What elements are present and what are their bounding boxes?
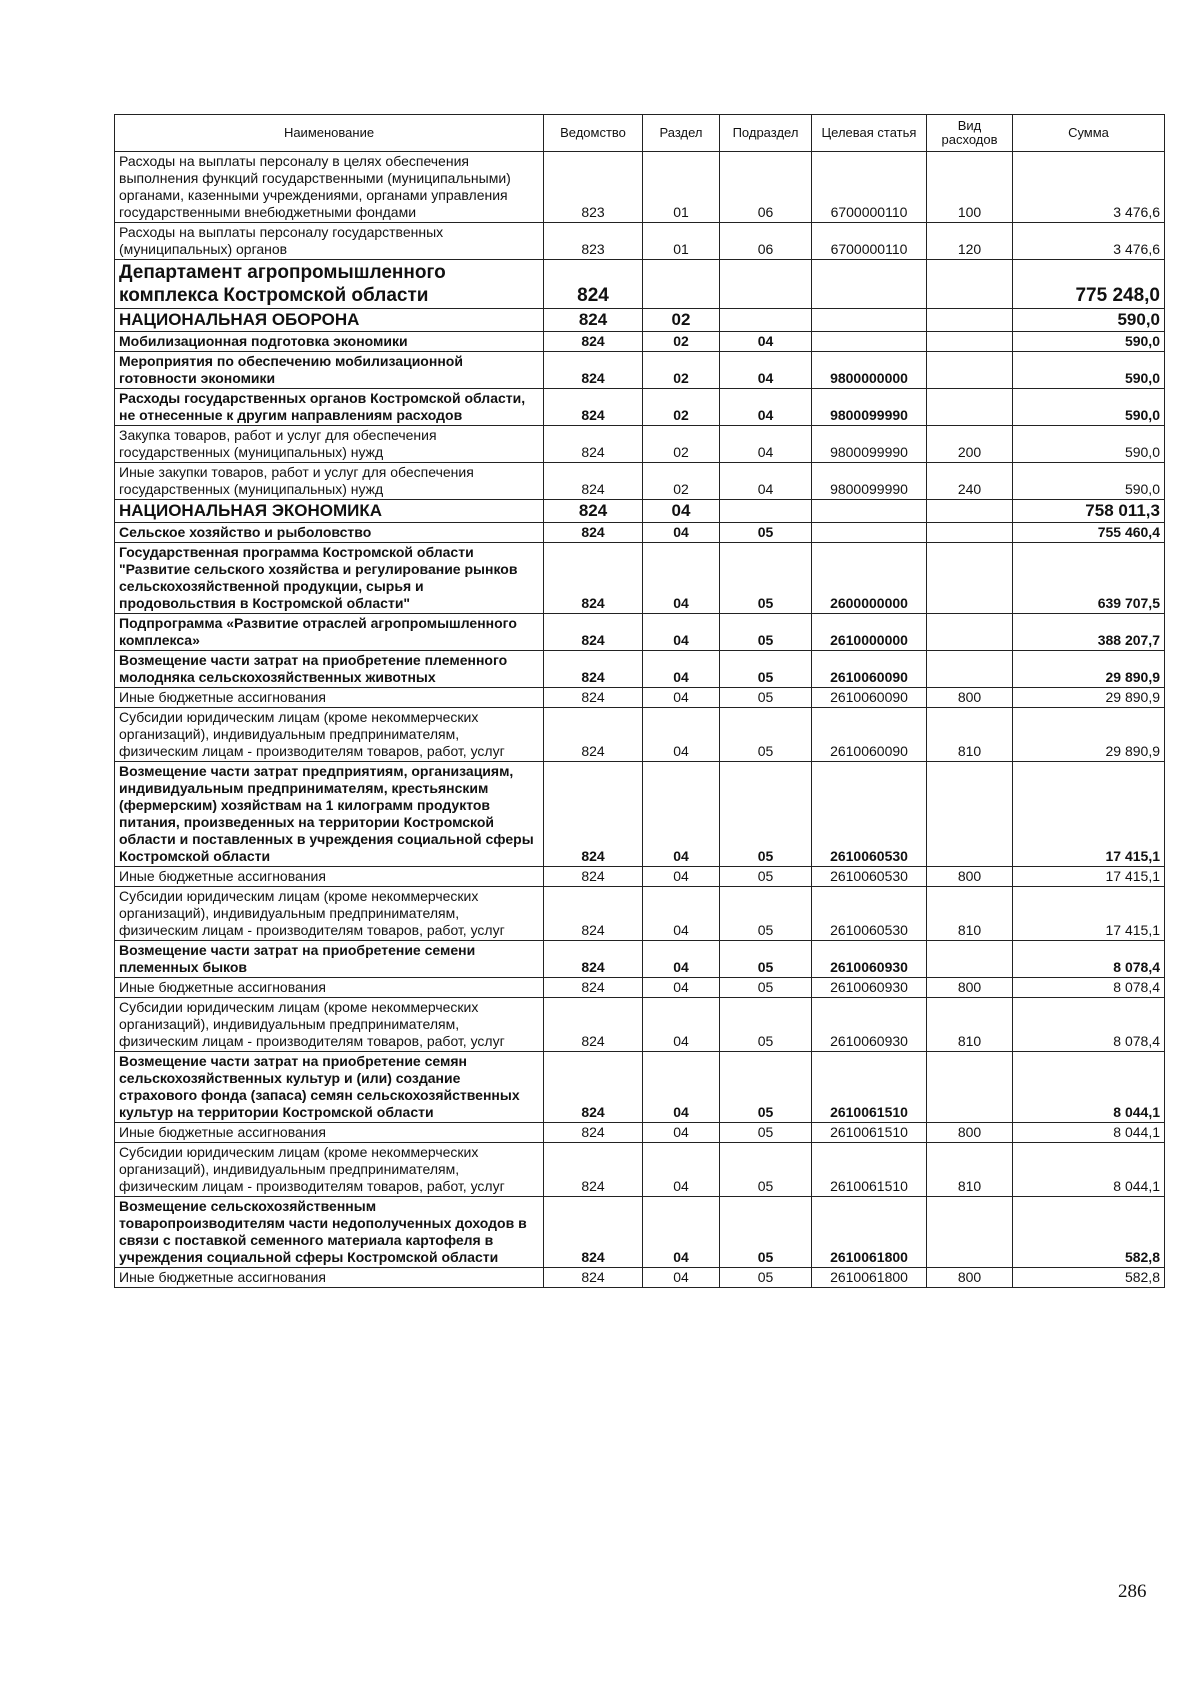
- cell-target-article: 2610060930: [812, 941, 927, 978]
- table-row: [115, 1197, 1165, 1268]
- cell-name: Подпрограмма «Развитие отраслей агропромышленного комплекса»: [115, 614, 544, 651]
- cell-expense-type: [927, 762, 1013, 867]
- cell-vedomstvo: 824: [544, 500, 643, 523]
- table-row: [115, 867, 1165, 887]
- cell-podrazdel: 05: [720, 614, 812, 651]
- cell-razdel: 02: [643, 463, 720, 500]
- cell-target-article: 2610061800: [812, 1268, 927, 1288]
- cell-sum: 755 460,4: [1013, 523, 1165, 543]
- cell-name: Иные бюджетные ассигнования: [115, 978, 544, 998]
- table-row: [115, 887, 1165, 941]
- cell-sum: 29 890,9: [1013, 688, 1165, 708]
- cell-vedomstvo: 824: [544, 1143, 643, 1197]
- cell-razdel: 04: [643, 1143, 720, 1197]
- cell-expense-type: 240: [927, 463, 1013, 500]
- cell-sum: 8 044,1: [1013, 1123, 1165, 1143]
- cell-target-article: [812, 309, 927, 332]
- cell-podrazdel: 06: [720, 152, 812, 223]
- cell-target-article: 2610060930: [812, 978, 927, 998]
- cell-podrazdel: 05: [720, 867, 812, 887]
- table-row: [115, 352, 1165, 389]
- cell-name: Иные бюджетные ассигнования: [115, 688, 544, 708]
- cell-expense-type: [927, 389, 1013, 426]
- cell-vedomstvo: 824: [544, 1123, 643, 1143]
- cell-razdel: 01: [643, 223, 720, 260]
- cell-sum: 758 011,3: [1013, 500, 1165, 523]
- header-name: Наименование: [115, 115, 544, 152]
- cell-sum: 29 890,9: [1013, 651, 1165, 688]
- header-podrazdel: Подраздел: [720, 115, 812, 152]
- header-target-article: Целевая статья: [812, 115, 927, 152]
- cell-expense-type: [927, 1197, 1013, 1268]
- cell-vedomstvo: 824: [544, 1197, 643, 1268]
- table-row: [115, 978, 1165, 998]
- cell-podrazdel: [720, 260, 812, 309]
- cell-podrazdel: 04: [720, 332, 812, 352]
- cell-expense-type: 800: [927, 1268, 1013, 1288]
- cell-name: НАЦИОНАЛЬНАЯ ОБОРОНА: [115, 309, 544, 332]
- cell-podrazdel: 05: [720, 688, 812, 708]
- cell-name: НАЦИОНАЛЬНАЯ ЭКОНОМИКА: [115, 500, 544, 523]
- cell-podrazdel: 05: [720, 1143, 812, 1197]
- cell-target-article: 2600000000: [812, 543, 927, 614]
- cell-vedomstvo: 824: [544, 614, 643, 651]
- cell-podrazdel: 05: [720, 978, 812, 998]
- cell-name: Расходы на выплаты персоналу государственных (муниципальных) органов: [115, 223, 544, 260]
- cell-vedomstvo: 824: [544, 389, 643, 426]
- cell-expense-type: [927, 651, 1013, 688]
- table-body: [115, 152, 1165, 1288]
- cell-name: Иные бюджетные ассигнования: [115, 867, 544, 887]
- cell-name: Мероприятия по обеспечению мобилизационной готовности экономики: [115, 352, 544, 389]
- cell-sum: 17 415,1: [1013, 762, 1165, 867]
- table-row: [115, 426, 1165, 463]
- cell-target-article: 9800099990: [812, 389, 927, 426]
- cell-razdel: 02: [643, 352, 720, 389]
- cell-razdel: 04: [643, 500, 720, 523]
- cell-podrazdel: 05: [720, 1052, 812, 1123]
- cell-name: Возмещение части затрат на приобретение семени племенных быков: [115, 941, 544, 978]
- budget-sheet: [114, 114, 1164, 1288]
- cell-target-article: 2610060530: [812, 762, 927, 867]
- cell-razdel: 02: [643, 389, 720, 426]
- cell-vedomstvo: 823: [544, 223, 643, 260]
- cell-expense-type: [927, 941, 1013, 978]
- cell-expense-type: [927, 614, 1013, 651]
- cell-vedomstvo: 824: [544, 463, 643, 500]
- table-row: [115, 688, 1165, 708]
- cell-expense-type: [927, 1052, 1013, 1123]
- cell-sum: 590,0: [1013, 389, 1165, 426]
- cell-sum: 29 890,9: [1013, 708, 1165, 762]
- cell-sum: 8 078,4: [1013, 998, 1165, 1052]
- cell-razdel: 04: [643, 543, 720, 614]
- cell-vedomstvo: 824: [544, 426, 643, 463]
- cell-target-article: [812, 523, 927, 543]
- cell-target-article: 2610060090: [812, 688, 927, 708]
- table-row: [115, 998, 1165, 1052]
- cell-vedomstvo: 824: [544, 762, 643, 867]
- cell-podrazdel: 05: [720, 523, 812, 543]
- cell-sum: 590,0: [1013, 332, 1165, 352]
- cell-name: Возмещение части затрат на приобретение племенного молодняка сельскохозяйственных животных: [115, 651, 544, 688]
- cell-target-article: 2610060530: [812, 887, 927, 941]
- cell-name: Иные бюджетные ассигнования: [115, 1123, 544, 1143]
- cell-target-article: 9800000000: [812, 352, 927, 389]
- cell-vedomstvo: 824: [544, 543, 643, 614]
- cell-expense-type: 800: [927, 1123, 1013, 1143]
- header-vedomstvo: Ведомство: [544, 115, 643, 152]
- cell-name: Департамент агропромышленного комплекса Костромской области: [115, 260, 544, 309]
- cell-vedomstvo: 824: [544, 309, 643, 332]
- cell-razdel: 02: [643, 426, 720, 463]
- cell-vedomstvo: 824: [544, 352, 643, 389]
- cell-expense-type: 810: [927, 708, 1013, 762]
- table-row: [115, 1143, 1165, 1197]
- cell-sum: 3 476,6: [1013, 223, 1165, 260]
- cell-vedomstvo: 824: [544, 332, 643, 352]
- table-row: [115, 1123, 1165, 1143]
- cell-target-article: [812, 332, 927, 352]
- table-row: [115, 614, 1165, 651]
- cell-vedomstvo: 824: [544, 998, 643, 1052]
- cell-expense-type: [927, 260, 1013, 309]
- cell-razdel: 04: [643, 867, 720, 887]
- table-row: [115, 309, 1165, 332]
- cell-podrazdel: 04: [720, 352, 812, 389]
- cell-expense-type: 800: [927, 688, 1013, 708]
- cell-expense-type: [927, 543, 1013, 614]
- cell-podrazdel: 05: [720, 941, 812, 978]
- cell-razdel: 01: [643, 152, 720, 223]
- table-row: [115, 223, 1165, 260]
- cell-podrazdel: 05: [720, 998, 812, 1052]
- cell-vedomstvo: 824: [544, 708, 643, 762]
- cell-sum: 8 078,4: [1013, 941, 1165, 978]
- cell-target-article: 9800099990: [812, 426, 927, 463]
- cell-razdel: 04: [643, 1268, 720, 1288]
- cell-name: Возмещение части затрат на приобретение семян сельскохозяйственных культур и (или) создание страхового фонда (запаса) семян сельскохозяйственных культур на территории Костромской области: [115, 1052, 544, 1123]
- cell-expense-type: 810: [927, 998, 1013, 1052]
- cell-razdel: 04: [643, 523, 720, 543]
- cell-target-article: [812, 260, 927, 309]
- table-row: [115, 389, 1165, 426]
- cell-razdel: 04: [643, 978, 720, 998]
- cell-target-article: 2610061510: [812, 1143, 927, 1197]
- cell-sum: 590,0: [1013, 426, 1165, 463]
- table-row: [115, 708, 1165, 762]
- cell-razdel: 04: [643, 941, 720, 978]
- cell-target-article: 2610060090: [812, 651, 927, 688]
- cell-vedomstvo: 824: [544, 688, 643, 708]
- cell-razdel: 02: [643, 309, 720, 332]
- cell-podrazdel: 05: [720, 887, 812, 941]
- cell-podrazdel: 05: [720, 1197, 812, 1268]
- cell-expense-type: 800: [927, 867, 1013, 887]
- cell-sum: 3 476,6: [1013, 152, 1165, 223]
- budget-table: [114, 114, 1165, 1288]
- cell-expense-type: [927, 332, 1013, 352]
- cell-vedomstvo: 824: [544, 941, 643, 978]
- cell-podrazdel: 05: [720, 651, 812, 688]
- cell-sum: 388 207,7: [1013, 614, 1165, 651]
- cell-podrazdel: 05: [720, 543, 812, 614]
- table-row: [115, 152, 1165, 223]
- cell-razdel: 04: [643, 887, 720, 941]
- cell-sum: 8 078,4: [1013, 978, 1165, 998]
- table-row: [115, 332, 1165, 352]
- cell-sum: 639 707,5: [1013, 543, 1165, 614]
- cell-razdel: 04: [643, 1052, 720, 1123]
- cell-target-article: 2610060090: [812, 708, 927, 762]
- cell-vedomstvo: 824: [544, 523, 643, 543]
- table-row: [115, 260, 1165, 309]
- cell-sum: 17 415,1: [1013, 887, 1165, 941]
- cell-vedomstvo: 823: [544, 152, 643, 223]
- table-row: [115, 463, 1165, 500]
- cell-podrazdel: [720, 309, 812, 332]
- table-row: [115, 1268, 1165, 1288]
- header-razdel: Раздел: [643, 115, 720, 152]
- table-row: [115, 651, 1165, 688]
- cell-razdel: 04: [643, 998, 720, 1052]
- cell-vedomstvo: 824: [544, 867, 643, 887]
- cell-podrazdel: 05: [720, 708, 812, 762]
- cell-vedomstvo: 824: [544, 1052, 643, 1123]
- cell-expense-type: [927, 309, 1013, 332]
- cell-name: Возмещение части затрат предприятиям, организациям, индивидуальным предпринимателям, крестьянским (фермерским) хозяйствам на 1 килограмм продуктов питания, произведенных на территории Костромской области и поставленных в учреждения социальной сферы Костромской области: [115, 762, 544, 867]
- cell-sum: 590,0: [1013, 463, 1165, 500]
- cell-expense-type: 810: [927, 887, 1013, 941]
- cell-expense-type: [927, 352, 1013, 389]
- cell-target-article: 2610060530: [812, 867, 927, 887]
- cell-name: Сельское хозяйство и рыболовство: [115, 523, 544, 543]
- cell-vedomstvo: 824: [544, 1268, 643, 1288]
- header-row: [115, 115, 1165, 152]
- cell-razdel: 04: [643, 651, 720, 688]
- cell-target-article: 6700000110: [812, 152, 927, 223]
- table-row: [115, 941, 1165, 978]
- cell-target-article: 2610000000: [812, 614, 927, 651]
- cell-sum: 582,8: [1013, 1268, 1165, 1288]
- cell-name: Закупка товаров, работ и услуг для обеспечения государственных (муниципальных) нужд: [115, 426, 544, 463]
- cell-target-article: 6700000110: [812, 223, 927, 260]
- cell-sum: 8 044,1: [1013, 1052, 1165, 1123]
- cell-razdel: 02: [643, 332, 720, 352]
- cell-target-article: 2610060930: [812, 998, 927, 1052]
- cell-target-article: 2610061510: [812, 1123, 927, 1143]
- cell-podrazdel: 04: [720, 389, 812, 426]
- cell-podrazdel: 04: [720, 463, 812, 500]
- cell-target-article: [812, 500, 927, 523]
- cell-name: Государственная программа Костромской области "Развитие сельского хозяйства и регулирование рынков сельскохозяйственной продукции, сырья и продовольствия в Костромской области": [115, 543, 544, 614]
- cell-name: Иные закупки товаров, работ и услуг для обеспечения государственных (муниципальных) нужд: [115, 463, 544, 500]
- cell-sum: 582,8: [1013, 1197, 1165, 1268]
- cell-expense-type: 800: [927, 978, 1013, 998]
- table-row: [115, 523, 1165, 543]
- cell-podrazdel: [720, 500, 812, 523]
- cell-sum: 8 044,1: [1013, 1143, 1165, 1197]
- cell-expense-type: 100: [927, 152, 1013, 223]
- header-expense-type: Вид расходов: [927, 115, 1013, 152]
- table-row: [115, 500, 1165, 523]
- cell-name: Субсидии юридическим лицам (кроме некоммерческих организаций), индивидуальным предпринимателям, физическим лицам - производителям товаров, работ, услуг: [115, 887, 544, 941]
- cell-target-article: 2610061510: [812, 1052, 927, 1123]
- cell-expense-type: 120: [927, 223, 1013, 260]
- cell-name: Расходы государственных органов Костромской области, не отнесенные к другим направлениям расходов: [115, 389, 544, 426]
- cell-name: Иные бюджетные ассигнования: [115, 1268, 544, 1288]
- cell-target-article: 2610061800: [812, 1197, 927, 1268]
- cell-podrazdel: 06: [720, 223, 812, 260]
- cell-razdel: 04: [643, 688, 720, 708]
- cell-target-article: 9800099990: [812, 463, 927, 500]
- cell-sum: 590,0: [1013, 309, 1165, 332]
- cell-vedomstvo: 824: [544, 887, 643, 941]
- cell-razdel: 04: [643, 762, 720, 867]
- cell-podrazdel: 05: [720, 1268, 812, 1288]
- cell-name: Мобилизационная подготовка экономики: [115, 332, 544, 352]
- cell-name: Субсидии юридическим лицам (кроме некоммерческих организаций), индивидуальным предпринимателям, физическим лицам - производителям товаров, работ, услуг: [115, 998, 544, 1052]
- cell-sum: 17 415,1: [1013, 867, 1165, 887]
- cell-razdel: 04: [643, 614, 720, 651]
- table-row: [115, 543, 1165, 614]
- cell-name: Субсидии юридическим лицам (кроме некоммерческих организаций), индивидуальным предпринимателям, физическим лицам - производителям товаров, работ, услуг: [115, 1143, 544, 1197]
- cell-razdel: 04: [643, 1123, 720, 1143]
- cell-razdel: 04: [643, 1197, 720, 1268]
- cell-podrazdel: 05: [720, 762, 812, 867]
- cell-vedomstvo: 824: [544, 651, 643, 688]
- cell-name: Субсидии юридическим лицам (кроме некоммерческих организаций), индивидуальным предпринимателям, физическим лицам - производителям товаров, работ, услуг: [115, 708, 544, 762]
- cell-razdel: [643, 260, 720, 309]
- cell-expense-type: [927, 523, 1013, 543]
- cell-vedomstvo: 824: [544, 978, 643, 998]
- table-row: [115, 1052, 1165, 1123]
- cell-sum: 590,0: [1013, 352, 1165, 389]
- cell-name: Возмещение сельскохозяйственным товаропроизводителям части недополученных доходов в связи с поставкой семенного материала картофеля в учреждения социальной сферы Костромской области: [115, 1197, 544, 1268]
- cell-podrazdel: 05: [720, 1123, 812, 1143]
- cell-expense-type: 810: [927, 1143, 1013, 1197]
- page-number: 286: [1118, 1581, 1147, 1602]
- cell-sum: 775 248,0: [1013, 260, 1165, 309]
- cell-expense-type: [927, 500, 1013, 523]
- cell-podrazdel: 04: [720, 426, 812, 463]
- cell-expense-type: 200: [927, 426, 1013, 463]
- cell-vedomstvo: 824: [544, 260, 643, 309]
- header-sum: Сумма: [1013, 115, 1165, 152]
- cell-razdel: 04: [643, 708, 720, 762]
- cell-name: Расходы на выплаты персоналу в целях обеспечения выполнения функций государственными (муниципальными) органами, казенными учреждениями, органами управления государственными внебюджетными фондами: [115, 152, 544, 223]
- table-row: [115, 762, 1165, 867]
